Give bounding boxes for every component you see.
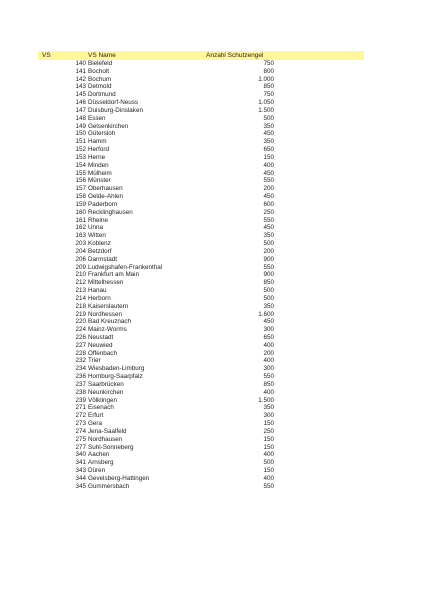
name-cell: Koblenz — [88, 240, 111, 248]
name-cell: Aachen — [88, 451, 110, 459]
count-cell: 550 — [263, 373, 274, 381]
count-cell: 550 — [263, 482, 274, 490]
table-row — [0, 475, 424, 483]
table-row — [0, 459, 424, 467]
vs-cell: 143 — [75, 83, 86, 91]
name-cell: Darmstadt — [88, 255, 118, 263]
count-cell: 500 — [263, 240, 274, 248]
table-row — [0, 162, 424, 170]
name-cell: Neunkirchen — [88, 388, 124, 396]
table-row — [0, 154, 424, 162]
count-cell: 350 — [263, 122, 274, 130]
vs-cell: 156 — [75, 177, 86, 185]
table-row — [0, 123, 424, 131]
table-row — [0, 91, 424, 99]
count-cell: 900 — [263, 271, 274, 279]
header-row — [38, 51, 364, 60]
count-cell: 250 — [263, 427, 274, 435]
vs-cell: 152 — [75, 146, 86, 154]
table-row — [0, 271, 424, 279]
table-row — [0, 389, 424, 397]
name-cell: Gelsenkirchen — [88, 122, 129, 130]
name-cell: Erfurt — [88, 412, 104, 420]
vs-cell: 213 — [75, 287, 86, 295]
table-row — [0, 217, 424, 225]
vs-cell: 341 — [75, 459, 86, 467]
vs-cell: 239 — [75, 396, 86, 404]
count-cell: 300 — [263, 412, 274, 420]
table-row — [0, 342, 424, 350]
table-row — [0, 436, 424, 444]
count-cell: 750 — [263, 91, 274, 99]
count-cell: 300 — [263, 365, 274, 373]
table-row — [0, 83, 424, 91]
vs-cell: 153 — [75, 153, 86, 161]
table-row — [0, 170, 424, 178]
name-cell: Gevelsberg-Hattingen — [88, 474, 150, 482]
count-cell: 150 — [263, 420, 274, 428]
vs-cell: 150 — [75, 130, 86, 138]
name-cell: Minden — [88, 161, 109, 169]
table-row — [0, 248, 424, 256]
vs-cell: 209 — [75, 263, 86, 271]
count-cell: 150 — [263, 153, 274, 161]
table-row — [0, 326, 424, 334]
name-cell: Bochum — [88, 75, 112, 83]
vs-cell: 224 — [75, 326, 86, 334]
name-cell: Mülheim — [88, 169, 112, 177]
name-cell: Bielefeld — [88, 60, 113, 67]
count-cell: 1.050 — [258, 99, 274, 107]
name-cell: Gummersbach — [88, 482, 130, 490]
vs-cell: 271 — [75, 404, 86, 412]
vs-cell: 206 — [75, 255, 86, 263]
vs-cell: 345 — [75, 482, 86, 490]
vs-cell: 141 — [75, 67, 86, 75]
table-row — [0, 303, 424, 311]
vs-cell: 274 — [75, 427, 86, 435]
vs-cell: 149 — [75, 122, 86, 130]
name-cell: Düren — [88, 467, 106, 475]
header-vs: VS — [42, 52, 51, 59]
vs-cell: 142 — [75, 75, 86, 83]
table-row — [0, 279, 424, 287]
header-vs-name: VS Name — [88, 52, 116, 59]
name-cell: Detmold — [88, 83, 112, 91]
table-row — [0, 115, 424, 123]
vs-cell: 203 — [75, 240, 86, 248]
name-cell: Paderborn — [88, 200, 118, 208]
vs-cell: 160 — [75, 208, 86, 216]
count-cell: 350 — [263, 232, 274, 240]
table-row — [0, 185, 424, 193]
name-cell: Oberhausen — [88, 185, 123, 193]
name-cell: Völklingen — [88, 396, 118, 404]
name-cell: Bad Kreuznach — [88, 318, 132, 326]
count-cell: 1.600 — [258, 310, 274, 318]
header-count: Anzahl Schutzengel — [206, 52, 264, 59]
name-cell: Homburg-Saarpfalz — [88, 373, 143, 381]
table-row — [0, 60, 424, 68]
table-row — [0, 201, 424, 209]
vs-cell: 163 — [75, 232, 86, 240]
name-cell: Duisburg-Dinslaken — [88, 106, 143, 114]
name-cell: Hamm — [88, 138, 107, 146]
name-cell: Oelde-Ahlen — [88, 193, 124, 201]
table-row — [0, 412, 424, 420]
table-row — [0, 130, 424, 138]
count-cell: 350 — [263, 404, 274, 412]
count-cell: 450 — [263, 169, 274, 177]
count-cell: 450 — [263, 193, 274, 201]
count-cell: 850 — [263, 83, 274, 91]
vs-cell: 146 — [75, 99, 86, 107]
count-cell: 1.500 — [258, 106, 274, 114]
table-row — [0, 311, 424, 319]
name-cell: Mainz-Worms — [88, 326, 127, 334]
vs-cell: 275 — [75, 435, 86, 443]
vs-cell: 273 — [75, 420, 86, 428]
count-cell: 1.500 — [258, 396, 274, 404]
name-cell: Gera — [88, 420, 102, 428]
vs-cell: 238 — [75, 388, 86, 396]
name-cell: Suhl-Sonneberg — [88, 443, 134, 451]
table-row — [0, 444, 424, 452]
vs-cell: 344 — [75, 474, 86, 482]
count-cell: 550 — [263, 216, 274, 224]
count-cell: 550 — [263, 177, 274, 185]
vs-cell: 220 — [75, 318, 86, 326]
table-row — [0, 467, 424, 475]
count-cell: 450 — [263, 130, 274, 138]
count-cell: 650 — [263, 333, 274, 341]
table-row — [0, 177, 424, 185]
table-row — [0, 404, 424, 412]
name-cell: Arnsberg — [88, 459, 114, 467]
name-cell: Herford — [88, 146, 109, 154]
name-cell: Jena-Saalfeld — [88, 427, 127, 435]
name-cell: Neuwied — [88, 341, 113, 349]
table-row — [0, 357, 424, 365]
table-row — [0, 256, 424, 264]
count-cell: 200 — [263, 185, 274, 193]
count-cell: 500 — [263, 294, 274, 302]
name-cell: Saarbrücken — [88, 380, 124, 388]
name-cell: Mittelhessen — [88, 279, 124, 287]
name-cell: Offenbach — [88, 349, 117, 357]
table-row — [0, 365, 424, 373]
count-cell: 150 — [263, 435, 274, 443]
vs-cell: 210 — [75, 271, 86, 279]
count-cell: 450 — [263, 318, 274, 326]
vs-cell: 218 — [75, 302, 86, 310]
name-cell: Düsseldorf-Neuss — [88, 99, 139, 107]
table-row — [0, 146, 424, 154]
name-cell: Witten — [88, 232, 106, 240]
table-row — [0, 264, 424, 272]
count-cell: 500 — [263, 287, 274, 295]
vs-cell: 212 — [75, 279, 86, 287]
vs-cell: 237 — [75, 380, 86, 388]
count-cell: 300 — [263, 326, 274, 334]
count-cell: 350 — [263, 138, 274, 146]
count-cell: 750 — [263, 60, 274, 67]
vs-cell: 234 — [75, 365, 86, 373]
count-cell: 600 — [263, 200, 274, 208]
name-cell: Neustadt — [88, 333, 114, 341]
table-row — [0, 107, 424, 115]
table-row — [0, 397, 424, 405]
name-cell: Unna — [88, 224, 104, 232]
count-cell: 250 — [263, 208, 274, 216]
count-cell: 450 — [263, 224, 274, 232]
count-cell: 800 — [263, 67, 274, 75]
name-cell: Nordhausen — [88, 435, 123, 443]
vs-cell: 226 — [75, 333, 86, 341]
name-cell: Kaiserslautern — [88, 302, 129, 310]
vs-cell: 155 — [75, 169, 86, 177]
name-cell: Betzdorf — [88, 247, 112, 255]
count-cell: 550 — [263, 263, 274, 271]
vs-cell: 214 — [75, 294, 86, 302]
vs-cell: 161 — [75, 216, 86, 224]
table-row — [0, 287, 424, 295]
vs-cell: 157 — [75, 185, 86, 193]
table-row — [0, 295, 424, 303]
vs-cell: 154 — [75, 161, 86, 169]
count-cell: 200 — [263, 349, 274, 357]
count-cell: 400 — [263, 388, 274, 396]
vs-cell: 140 — [75, 60, 86, 67]
vs-cell: 343 — [75, 467, 86, 475]
table-row — [0, 193, 424, 201]
name-cell: Wiesbaden-Limburg — [88, 365, 145, 373]
name-cell: Münster — [88, 177, 111, 185]
count-cell: 1.000 — [258, 75, 274, 83]
vs-cell: 159 — [75, 200, 86, 208]
table-row — [0, 350, 424, 358]
data-rows — [0, 60, 424, 491]
vs-cell: 158 — [75, 193, 86, 201]
table-row — [0, 451, 424, 459]
name-cell: Dortmund — [88, 91, 116, 99]
table-row — [0, 373, 424, 381]
table-row — [0, 138, 424, 146]
table-row — [0, 334, 424, 342]
count-cell: 900 — [263, 255, 274, 263]
table-row — [0, 232, 424, 240]
count-cell: 400 — [263, 474, 274, 482]
vs-cell: 147 — [75, 106, 86, 114]
name-cell: Nordhessen — [88, 310, 122, 318]
name-cell: Recklinghausen — [88, 208, 133, 216]
count-cell: 400 — [263, 357, 274, 365]
table-row — [0, 428, 424, 436]
table-row — [0, 381, 424, 389]
count-cell: 850 — [263, 279, 274, 287]
table-row — [0, 209, 424, 217]
count-cell: 400 — [263, 341, 274, 349]
count-cell: 650 — [263, 146, 274, 154]
name-cell: Herborn — [88, 294, 111, 302]
vs-cell: 277 — [75, 443, 86, 451]
vs-cell: 236 — [75, 373, 86, 381]
vs-cell: 219 — [75, 310, 86, 318]
count-cell: 150 — [263, 443, 274, 451]
name-cell: Hanau — [88, 287, 107, 295]
name-cell: Trier — [88, 357, 101, 365]
vs-cell: 227 — [75, 341, 86, 349]
name-cell: Frankfurt am Main — [88, 271, 140, 279]
name-cell: Ludwigshafen-Frankenthal — [88, 263, 163, 271]
vs-cell: 145 — [75, 91, 86, 99]
count-cell: 150 — [263, 467, 274, 475]
table-row — [0, 224, 424, 232]
count-cell: 500 — [263, 114, 274, 122]
table-row — [0, 76, 424, 84]
name-cell: Bocholt — [88, 67, 110, 75]
vs-cell: 162 — [75, 224, 86, 232]
name-cell: Gütersloh — [88, 130, 116, 138]
vs-cell: 232 — [75, 357, 86, 365]
vs-cell: 272 — [75, 412, 86, 420]
table-row — [0, 318, 424, 326]
vs-cell: 340 — [75, 451, 86, 459]
count-cell: 350 — [263, 302, 274, 310]
table-row — [0, 68, 424, 76]
name-cell: Eisenach — [88, 404, 114, 412]
vs-cell: 228 — [75, 349, 86, 357]
vs-cell: 148 — [75, 114, 86, 122]
count-cell: 200 — [263, 247, 274, 255]
count-cell: 500 — [263, 459, 274, 467]
table-row — [0, 99, 424, 107]
table-row — [0, 483, 424, 491]
name-cell: Essen — [88, 114, 106, 122]
table-row — [0, 240, 424, 248]
count-cell: 850 — [263, 380, 274, 388]
count-cell: 400 — [263, 161, 274, 169]
vs-cell: 204 — [75, 247, 86, 255]
count-cell: 400 — [263, 451, 274, 459]
table-row — [0, 420, 424, 428]
vs-cell: 151 — [75, 138, 86, 146]
name-cell: Herne — [88, 153, 106, 161]
name-cell: Rheine — [88, 216, 108, 224]
